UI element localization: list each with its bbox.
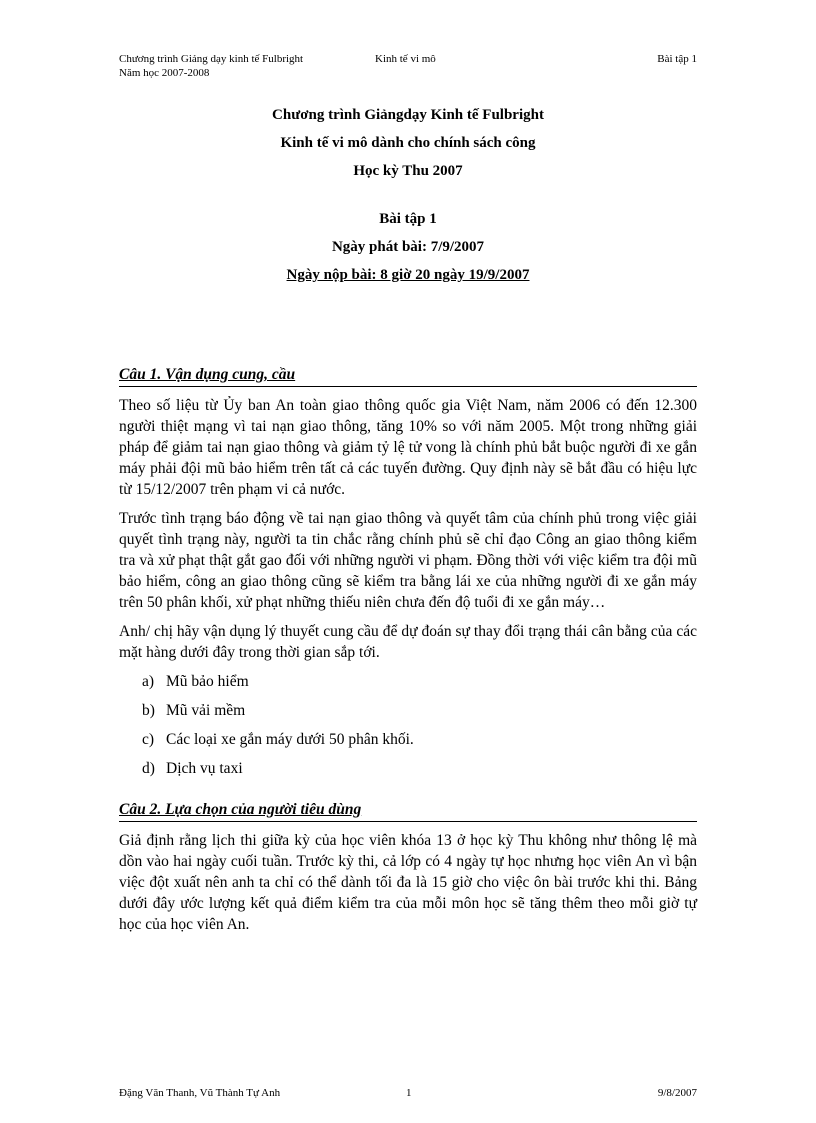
section-2-heading: [119, 799, 697, 822]
list-item-text: Mũ bảo hiểm: [166, 673, 249, 690]
title-due-date: Ngày nộp bài: 8 giờ 20 ngày 19/9/2007: [286, 267, 530, 283]
list-item-text: Mũ vải mềm: [166, 702, 246, 719]
list-marker: b): [142, 702, 155, 719]
header-course: Kinh tế vi mô: [375, 53, 436, 65]
page-header: [119, 52, 697, 80]
section-1-paragraph-1: Theo số liệu từ Ủy ban An toàn giao thông quốc gia Việt Nam, năm 2006 có đến 12.300 người thiệt mạng vì tai nạn giao thông, tăng 10% so với năm 2005. Một trong những giải pháp để giảm tai nạn giao thông và giảm tỷ lệ tử vong là chính phủ bắt buộc người đi xe gắn máy phải đội mũ bảo hiểm trên tất cả các tuyến đường. Quy định này sẽ bắt đầu có hiệu lực từ 15/12/2007 trên phạm vi cả nước.: [119, 397, 697, 498]
section-1-item-list: [119, 671, 697, 779]
title-semester: Học kỳ Thu 2007: [353, 163, 463, 179]
list-item: [142, 729, 697, 750]
title-spacer: [0, 185, 816, 205]
header-year: Năm học 2007-2008: [119, 67, 210, 79]
section-2-heading-text: Câu 2. Lựa chọn của người tiêu dùng: [119, 801, 362, 818]
section-1-paragraph-3: Anh/ chị hãy vận dụng lý thuyết cung cầu để dự đoán sự thay đổi trạng thái cân bằng của các mặt hàng dưới đây trong thời gian sắp tới.: [119, 623, 697, 661]
footer-date: 9/8/2007: [657, 1087, 697, 1099]
list-item: [142, 700, 697, 721]
footer-page-number: 1: [406, 1087, 412, 1099]
list-marker: d): [142, 760, 155, 777]
list-marker: c): [142, 731, 155, 748]
header-assignment: Bài tập 1: [657, 53, 697, 65]
title-issue-date: Ngày phát bài: 7/9/2007: [331, 239, 485, 255]
section-1-paragraph-2: Trước tình trạng báo động về tai nạn giao thông và quyết tâm của chính phủ trong việc giải quyết tình trạng này, người ta tin chắc rằng chính phủ sẽ chỉ đạo Công an giao thông kiểm tra và xử phạt thật gắt gao đối với những người vi phạm. Đồng thời với việc kiểm tra đội mũ bảo hiểm, công an giao thông cũng sẽ kiểm tra bằng lái xe của những người đi xe gắn máy trên 50 phân khối, xử phạt những thiếu niên chưa đến độ tuổi đi xe gắn máy…: [119, 510, 697, 611]
title-assignment: Bài tập 1: [379, 211, 437, 227]
section-1-heading-text: Câu 1. Vận dụng cung, cầu: [119, 366, 296, 383]
list-item: [142, 758, 697, 779]
title-program: Chương trình Giảngdạy Kinh tế Fulbright: [272, 107, 544, 123]
title-block: [0, 101, 816, 289]
title-course: Kinh tế vi mô dành cho chính sách công: [280, 135, 536, 151]
header-program: Chương trình Giảng dạy kinh tế Fulbright: [119, 53, 304, 65]
section-2-paragraph: Giả định rằng lịch thi giữa kỳ của học viên khóa 13 ở học kỳ Thu không như thông lệ mà dồn vào hai ngày cuối tuần. Trước kỳ thi, cả lớp có 4 ngày tự học nhưng học viên An vì bận việc đột xuất nên anh ta chỉ có thể dành tối đa là 15 giờ cho việc ôn bài trước khi thi. Bảng dưới đây ước lượng kết quả điểm kiểm tra của mỗi môn học sẽ tăng thêm theo mỗi giờ tự học của học viên An.: [119, 832, 697, 933]
list-item-text: Các loại xe gắn máy dưới 50 phân khối.: [166, 731, 414, 748]
list-item-text: Dịch vụ taxi: [166, 760, 243, 777]
section-1-heading: [119, 364, 697, 387]
page-footer: [119, 1087, 697, 1101]
footer-authors: Đặng Văn Thanh, Vũ Thành Tự Anh: [119, 1087, 281, 1099]
list-item: [142, 671, 697, 692]
main-content: [119, 364, 697, 943]
list-marker: a): [142, 673, 155, 690]
